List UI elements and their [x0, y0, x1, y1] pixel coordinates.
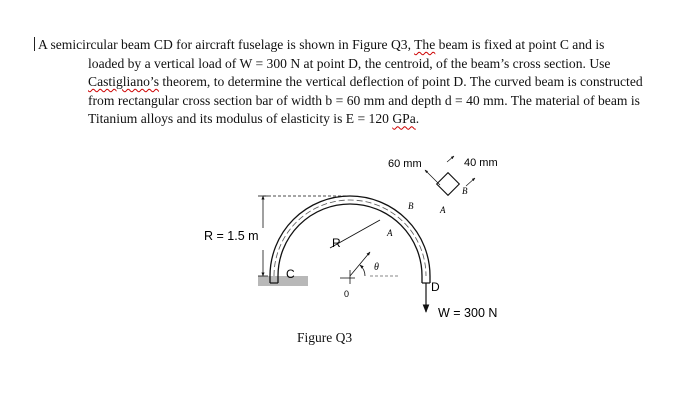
- figure-caption: Figure Q3: [297, 330, 353, 345]
- section-a-label: A: [387, 228, 393, 238]
- depth-dimension-label: 40 mm: [464, 157, 498, 169]
- cross-section-a-label: A: [440, 205, 446, 215]
- flagged-word-the: The: [414, 37, 436, 52]
- problem-text-4: .: [415, 111, 420, 127]
- problem-text-1: A semicircular beam CD for aircraft fuselage is shown in Figure Q3,: [38, 37, 415, 52]
- radius-arrow: [350, 252, 370, 276]
- load-label: W = 300 N: [438, 306, 498, 320]
- cross-section: [437, 173, 460, 196]
- flagged-word-gpa: GPa: [392, 111, 416, 127]
- point-c-label: C: [286, 267, 295, 281]
- origin-label: 0: [344, 289, 350, 299]
- theta-label: θ: [374, 262, 379, 273]
- angle-arc: [360, 265, 365, 276]
- radius-label: R = 1.5 m: [204, 229, 259, 243]
- problem-text-3: theorem, to determine the vertical deflection of point D. The curved beam is constructed from rectangular cross section bar of width b = 60 mm and depth d = 40 mm. The material of beam is Titanium alloys and its modulus of elasticity is E = 120: [88, 74, 643, 127]
- point-d-label: D: [431, 280, 440, 294]
- center-radius-label: R: [332, 236, 341, 250]
- cross-section-b-label: B: [462, 186, 468, 196]
- flagged-word-castigliano: Castigliano’s: [88, 74, 159, 90]
- beam-centerline: [274, 200, 426, 276]
- fixed-support: [258, 276, 308, 286]
- width-dimension-label: 60 mm: [388, 158, 422, 170]
- section-b-label: B: [408, 201, 414, 211]
- problem-text-2: beam is fixed at point C and is loaded by a vertical load of W = 300 N at point D, the centroid, of the beam’s cross section. Use: [88, 37, 611, 71]
